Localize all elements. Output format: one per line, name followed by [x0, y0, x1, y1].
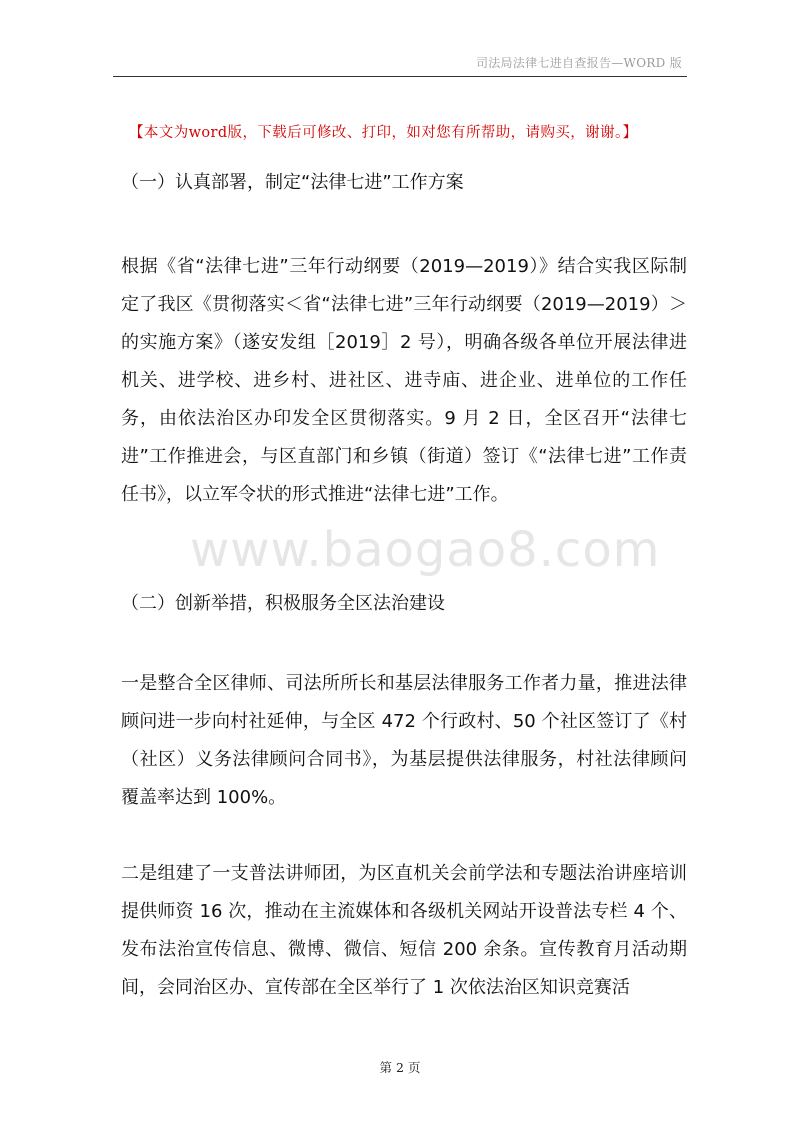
section-heading-2: （二）创新举措，积极服务全区法治建设 [121, 593, 445, 614]
section-heading-1: （一）认真部署，制定“法律七进”工作方案 [121, 172, 464, 193]
page-number: 第 2 页 [379, 1060, 421, 1075]
header-divider [113, 76, 687, 77]
purchase-notice: 【本文为word版，下载后可修改、打印，如对您有所帮助，请购买，谢谢。】 [129, 125, 638, 141]
watermark-text: www.baogao8.com [190, 522, 661, 578]
paragraph-3: 二是组建了一支普法讲师团，为区直机关会前学法和专题法治讲座培训提供师资 16 次，推动在主流媒体和各级机关网站开设普法专栏 4 个、发布法治宣传信息、微博、微信、短信 200 余条。宣传教育月活动期间，会同治区办、宣传部在全区举行了 1 次依法治区知识竞赛活 [121, 863, 687, 998]
page-header-title: 司法局法律七进自查报告—WORD 版 [475, 56, 682, 70]
paragraph-2: 一是整合全区律师、司法所所长和基层法律服务工作者力量，推进法律顾问进一步向村社延伸，与全区 472 个行政村、50 个社区签订了《村（社区）义务法律顾问合同书》，为基层提供法律服务，村社法律顾问覆盖率达到 100%。 [121, 673, 687, 808]
paragraph-1: 根据《省“法律七进”三年行动纲要（2019—2019）》结合实我区际制定了我区《贯彻落实＜省“法律七进”三年行动纲要（2019—2019）＞的实施方案》（遂安发组［2019］2 号），明确各级各单位开展法律进机关、进学校、进乡村、进社区、进寺庙、进企业、进单位的工作任务，由依法治区办印发全区贯彻落实。9 月 2 日，全区召开“法律七进”工作推进会，与区直部门和乡镇（街道）签订《“法律七进”工作责任书》，以立军令状的形式推进“法律七进”工作。 [121, 256, 687, 505]
